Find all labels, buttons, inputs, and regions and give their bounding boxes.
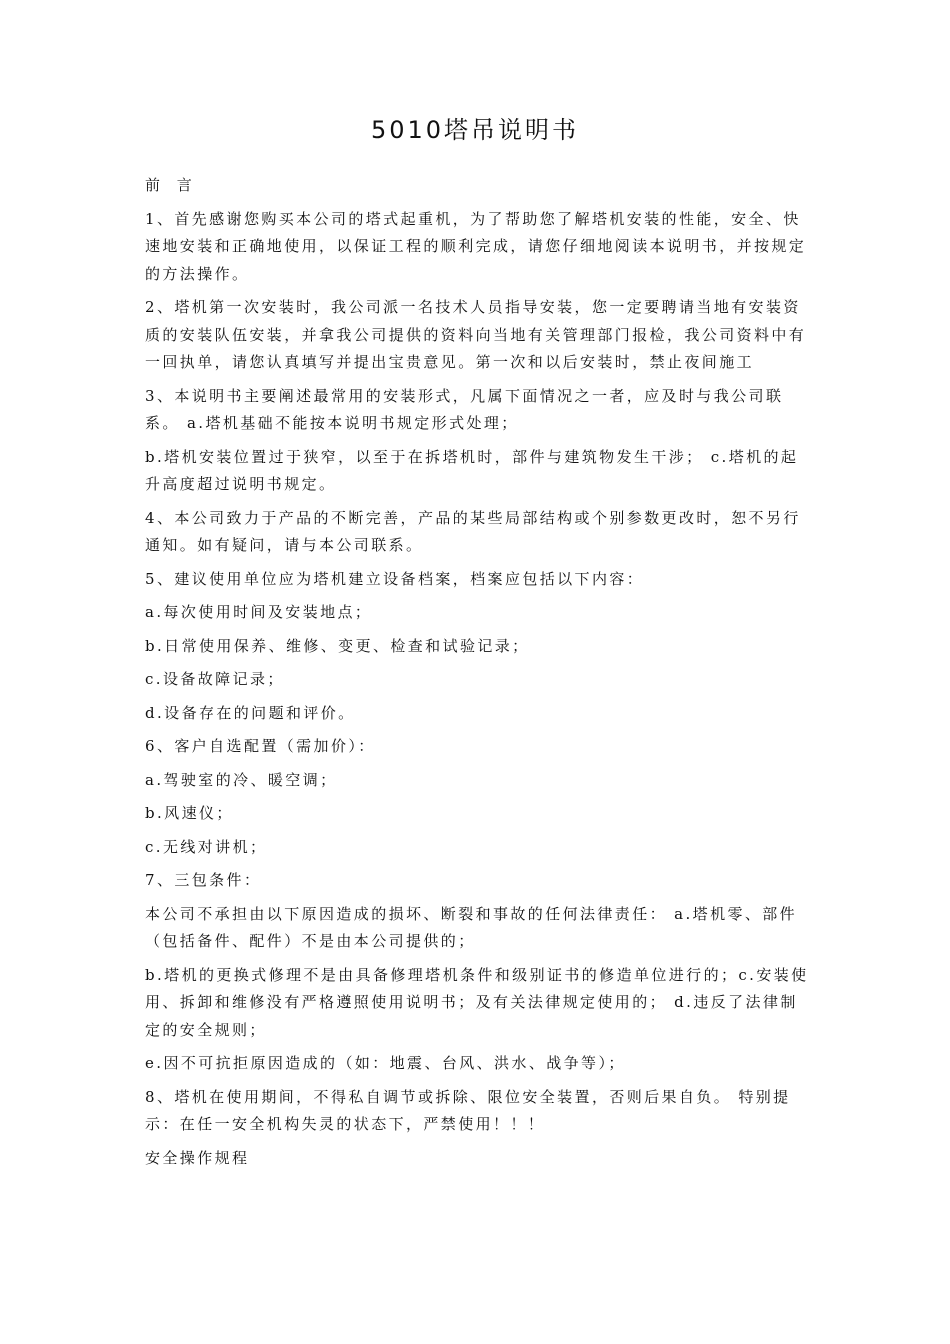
paragraph-7: 7、三包条件： [145, 871, 262, 889]
paragraph-2: 2、塔机第一次安装时，我公司派一名技术人员指导安装，您一定要聘请当地有安装资质的安装队伍安装，并拿我公司提供的资料向当地有关管理部门报检，我公司资料中有一回执单，请您认真填写并提出宝贵意见。第一次和以后安装时，禁止夜间施工 [145, 298, 807, 371]
paragraph-3: 3、本说明书主要阐述最常用的安装形式，凡属下面情况之一者，应及时与我公司联系。 a.塔机基础不能按本说明书规定形式处理； [145, 386, 784, 432]
paragraph-5: 5、建议使用单位应为塔机建立设备档案，档案应包括以下内容： [145, 569, 645, 588]
paragraph-3b: b.塔机安装位置过于狭窄，以至于在拆塔机时，部件与建筑物发生干涉； c.塔机的起升高度超过说明书规定。 [145, 447, 799, 493]
preface-heading: 前 言 [145, 176, 198, 194]
paragraph-7-e: e.因不可抗拒原因造成的（如：地震、台风、洪水、战争等）； [145, 1054, 626, 1072]
list-item-5c: c.设备故障记录； [145, 670, 285, 688]
paragraph-7-body: 本公司不承担由以下原因造成的损坏、断裂和事故的任何法律责任： a.塔机零、部件（包括备件、配件）不是由本公司提供的； [145, 904, 798, 950]
paragraph-7-b: b.塔机的更换式修理不是由具备修理塔机条件和级别证书的修造单位进行的；c.安装使用、拆卸和维修没有严格遵照使用说明书；及有关法律规定使用的； d.违反了法律制定的安全规则； [145, 965, 809, 1039]
paragraph-6: 6、客户自选配置（需加价）： [145, 737, 376, 755]
list-item-6b: b.风速仪； [145, 804, 234, 822]
section-heading-safety: 安全操作规程 [145, 1148, 250, 1167]
document-title: 5010塔吊说明书 [370, 116, 580, 144]
document-body [145, 172, 813, 1178]
paragraph-8: 8、塔机在使用期间，不得私自调节或拆除、限位安全装置，否则后果自负。 特别提示：在任一安全机构失灵的状态下，严禁使用！！！ [145, 1087, 791, 1133]
list-item-6c: c.无线对讲机； [145, 837, 268, 856]
list-item-5a: a.每次使用时间及安装地点； [145, 603, 373, 621]
list-item-6a: a.驾驶室的冷、暖空调； [145, 770, 338, 789]
paragraph-4: 4、本公司致力于产品的不断完善，产品的某些局部结构或个别参数更改时，恕不另行通知。如有疑问，请与本公司联系。 [145, 508, 801, 554]
list-item-5b: b.日常使用保养、维修、变更、检查和试验记录； [145, 636, 530, 655]
paragraph-1: 1、首先感谢您购买本公司的塔式起重机，为了帮助您了解塔机安装的性能，安全、快速地安装和正确地使用，以保证工程的顺利完成，请您仔细地阅读本说明书，并按规定的方法操作。 [145, 209, 807, 283]
list-item-5d: d.设备存在的问题和评价。 [145, 703, 356, 722]
